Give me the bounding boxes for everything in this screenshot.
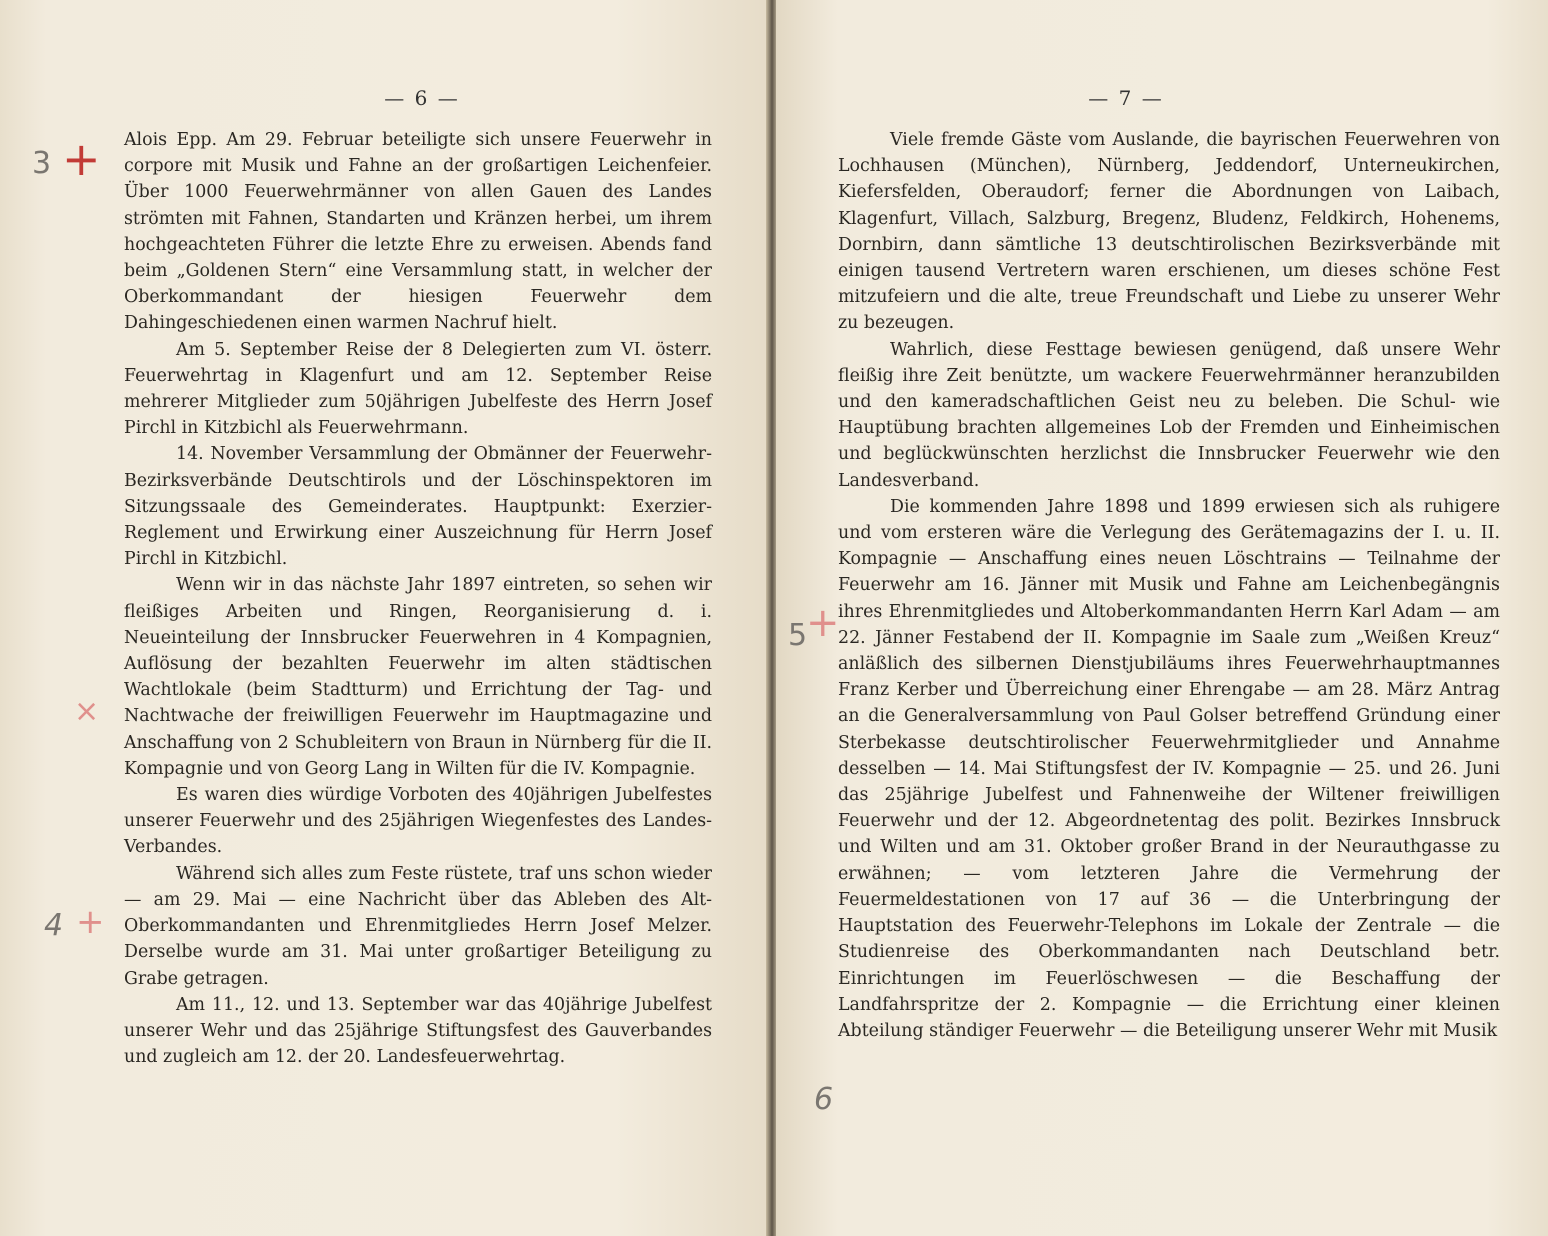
margin-x-mark: × bbox=[74, 694, 100, 729]
paragraph: Alois Epp. Am 29. Februar beteiligte sich unsere Feuerwehr in corpore mit Musik und Fahne an der großartigen Leichenfeier. Über 1000 Feuerwehrmänner von allen Gauen des Landes strömten mit Fahnen, Standarten und Kränzen herbei, um ihrem hochgeachteten Führer die letzte Ehre zu erweisen. Abends fand beim „Goldenen Stern“ eine Versammlung statt, in welcher der Oberkommandant der hiesigen Feuerwehr dem Dahingeschiedenen einen warmen Nachruf hielt. bbox=[124, 130, 712, 334]
right-page bbox=[776, 0, 1548, 1236]
paragraph: Am 11., 12. und 13. September war das 40jährige Jubelfest unserer Wehr und das 25jährige Stiftungsfest des Gauverbandes und zugleich am 12. der 20. Landesfeuerwehrtag. bbox=[124, 994, 712, 1068]
paragraph: Wahrlich, diese Festtage bewiesen genügend, daß unsere Wehr fleißig ihre Zeit benützte, um wackere Feuerwehrmänner heranzubilden und den kameradschaftlichen Geist neu zu beleben. Die Schul- wie Hauptübung brachten allgemeines Lob der Fremden und Einheimischen und beglückwünschten herzlichst die Innsbrucker Feuerwehr wie den Landesverband. bbox=[838, 339, 1500, 491]
page-body bbox=[124, 127, 712, 1070]
left-page bbox=[0, 0, 768, 1236]
page-number: — 7 — bbox=[1088, 86, 1164, 110]
paragraph: Während sich alles zum Feste rüstete, traf uns schon wieder — am 29. Mai — eine Nachricht über das Ableben des Alt-Oberkommandanten und Ehrenmitgliedes Herrn Josef Melzer. Derselbe wurde am 31. Mai unter großartiger Beteiligung zu Grabe getragen. bbox=[124, 863, 712, 989]
page-body bbox=[838, 127, 1500, 1044]
paragraph: Wenn wir in das nächste Jahr 1897 eintreten, so sehen wir fleißiges Arbeiten und Ringen, Reorganisierung d. i. Neueinteilung der Innsbrucker Feuerwehren in 4 Kompagnien, Auflösung der bezahlten Feuerwehr im alten städtischen Wachtlokale (beim Stadtturm) und Errichtung der Tag- und Nachtwache der freiwilligen Feuerwehr im Hauptmagazine und Anschaffung von 2 Schubleitern von Braun in Nürnberg für die II. Kompagnie und von Georg Lang in Wilten für die IV. Kompagnie. bbox=[124, 575, 712, 779]
paragraph: 14. November Versammlung der Obmänner der Feuerwehr-Bezirksverbände Deutschtirols und der Löschinspektoren im Sitzungssaale des Gemeinderates. Hauptpunkt: Exerzier-Reglement und Erwirkung einer Auszeichnung für Herrn Josef Pirchl in Kitzbichl. bbox=[124, 444, 712, 570]
paragraph: Es waren dies würdige Vorboten des 40jährigen Jubelfestes unserer Feuerwehr und des 25jährigen Wiegenfestes des Landes-Verbandes. bbox=[124, 785, 712, 858]
margin-note: 4 bbox=[44, 908, 64, 943]
paragraph: Die kommenden Jahre 1898 und 1899 erwiesen sich als ruhigere und vom ersteren wäre die Verlegung des Gerätemagazins der I. u. II. Kompagnie — Anschaffung eines neuen Löschtrains — Teilnahme der Feuerwehr am 16. Jänner mit Musik und Fahne am Leichenbegängnis ihres Ehrenmitgliedes und Altoberkommandanten Herrn Karl Adam — am 22. Jänner Festabend der II. Kompagnie im Saale zum „Weißen Kreuz“ anläßlich des silbernen Dienstjubiläums ihres Feuerwehrhauptmannes Franz Kerber und Überreichung einer Ehrengabe — am 28. März Antrag an die Generalversammlung von Paul Golser betreffend Gründung einer Sterbekasse deutschtirolischer Feuerwehrmitglieder und Annahme desselben — 14. Mai Stiftungsfest der IV. Kompagnie — 25. und 26. Juni das 25jährige Jubelfest und Fahnenweihe der Wiltener freiwilligen Feuerwehr und der 12. Abgeordnetentag des polit. Bezirkes Innsbruck und Wilten und am 31. Oktober großer Brand in der Neurauthgasse zu erwähnen; — vom letzteren Jahre die Vermehrung der Feuermeldestationen von 17 auf 36 — die Unterbringung der Hauptstation des Feuerwehr-Telephons im Lokale der Zentrale — die Studienreise des Oberkommandanten nach Deutschland betr. Einrichtungen im Feuerlöschwesen — die Beschaffung der Landfahrspritze der 2. Kompagnie — die Errichtung einer kleinen Abteilung ständiger Feuerwehr — die Beteiligung unserer Wehr mit Musik bbox=[838, 496, 1500, 1041]
margin-note: 6 bbox=[814, 1082, 834, 1117]
paragraph: Viele fremde Gäste vom Auslande, die bayrischen Feuerwehren von Lochhausen (München), Nürnberg, Jeddendorf, Unterneukirchen, Kiefersfelden, Oberaudorf; ferner die Abordnungen von Laibach, Klagenfurt, Villach, Salzburg, Bregenz, Bludenz, Feldkirch, Hohenems, Dornbirn, dann sämtliche 13 deutschtirolischen Bezirksverbände mit einigen tausend Vertretern waren erschienen, um dieses schöne Fest mitzufeiern und die alte, treue Freundschaft und Liebe zu unserer Wehr zu bezeugen. bbox=[838, 130, 1500, 334]
margin-cross: + bbox=[76, 902, 105, 942]
paragraph: Am 5. September Reise der 8 Delegierten zum VI. österr. Feuerwehrtag in Klagenfurt und am 12. September Reise mehrerer Mitglieder zum 50jährigen Jubelfeste des Herrn Josef Pirchl in Kitzbichl als Feuerwehrmann. bbox=[124, 339, 712, 439]
page-number: — 6 — bbox=[384, 86, 460, 110]
margin-cross: + bbox=[806, 600, 840, 646]
margin-note: 5 bbox=[788, 618, 808, 653]
margin-cross: + bbox=[62, 132, 101, 186]
margin-note: 3 bbox=[32, 146, 52, 181]
